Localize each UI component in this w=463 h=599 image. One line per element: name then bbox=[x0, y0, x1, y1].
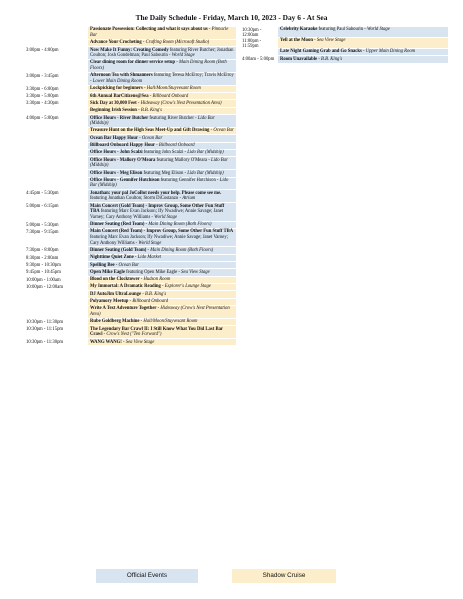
event-location: Main Dining Room (Both Floors) bbox=[90, 60, 227, 72]
event-cell bbox=[88, 306, 236, 319]
schedule-row bbox=[26, 229, 236, 247]
event-name: Treasure Hunt on the High Seas Meet-Up and Gift Drawing bbox=[90, 128, 210, 134]
event-details: - bbox=[156, 306, 161, 312]
event-location: World Stage bbox=[171, 53, 195, 59]
event-location: B.B. King's bbox=[144, 291, 167, 297]
event-location: B.B. King's bbox=[140, 108, 162, 114]
event-time: 5:00pm - 6:15pm bbox=[26, 204, 59, 210]
event-location: Atrium bbox=[182, 196, 196, 202]
schedule-row bbox=[26, 40, 236, 47]
schedule-row bbox=[26, 222, 236, 229]
schedule-row bbox=[26, 60, 236, 73]
event-cell bbox=[88, 150, 236, 157]
event-time bbox=[26, 178, 88, 191]
schedule-row bbox=[26, 143, 236, 150]
event-location: Billboard Onboard bbox=[132, 299, 169, 305]
schedule-row bbox=[26, 291, 236, 298]
event-location: Billboard Onboard bbox=[158, 143, 195, 149]
schedule-row bbox=[26, 73, 236, 86]
event-name: Billboard Onboard Happy Hour bbox=[90, 143, 155, 149]
event-time: 11:00pm - 11:59pm bbox=[242, 39, 262, 49]
event-time bbox=[26, 60, 88, 73]
event-details: featuring River Butcher; Jonathan Coulton; Josh Gondelman; Paul Sabourin - bbox=[90, 47, 234, 59]
event-cell bbox=[278, 38, 448, 49]
event-name: Write A Text Adventure Together bbox=[90, 306, 157, 312]
event-time bbox=[26, 143, 88, 150]
schedule-row bbox=[26, 47, 236, 60]
event-time: 9:45pm - 10:45pm bbox=[26, 270, 61, 276]
event-name: Nighttime Quiet Zone bbox=[90, 255, 134, 261]
event-cell bbox=[88, 178, 236, 191]
event-cell bbox=[88, 143, 236, 150]
event-details: - bbox=[312, 38, 317, 44]
event-time bbox=[26, 40, 88, 47]
event-time bbox=[26, 157, 88, 170]
schedule-row bbox=[26, 27, 236, 40]
event-time: 10:00pm - 12:00am bbox=[26, 285, 63, 291]
event-name: Late Night Gaming Grab and Go Snacks bbox=[280, 49, 362, 55]
event-details: - bbox=[144, 222, 149, 228]
schedule-row bbox=[26, 299, 236, 306]
event-name: Office Hours - Gennifer Hutchison bbox=[90, 177, 160, 183]
event-cell bbox=[88, 247, 236, 254]
event-cell bbox=[88, 229, 236, 247]
schedule-row bbox=[26, 339, 236, 346]
event-cell bbox=[88, 93, 236, 100]
event-location: Sea View Stage bbox=[125, 339, 155, 345]
event-details: - bbox=[160, 284, 165, 290]
event-cell bbox=[278, 27, 448, 38]
schedule-row bbox=[242, 38, 448, 49]
event-cell bbox=[88, 73, 236, 86]
event-location: Lido Bar (Midship) bbox=[187, 150, 224, 156]
event-name: Rube Goldberg Machine bbox=[90, 319, 140, 325]
event-time: 10:30pm - 11:15pm bbox=[26, 327, 64, 333]
event-details: featuring River Butcher - bbox=[148, 115, 198, 121]
event-name: Yell at the Moon bbox=[280, 38, 313, 44]
event-cell bbox=[88, 86, 236, 93]
schedule-row bbox=[242, 49, 448, 56]
legend-official-events: Official Events bbox=[96, 569, 198, 583]
event-details: - bbox=[139, 319, 144, 325]
schedule-row bbox=[26, 326, 236, 339]
schedule-row bbox=[26, 115, 236, 128]
event-name: Office Hours - Mallory O'Meara bbox=[90, 157, 156, 163]
event-location: Lido Bar (Midship) bbox=[90, 115, 215, 127]
event-name: Sick Day at 30,000 Feet bbox=[90, 100, 137, 106]
event-name: Dinner Seating (Gold Team) bbox=[90, 247, 147, 253]
event-details: - bbox=[141, 291, 145, 297]
event-name: Room Unavailable bbox=[280, 56, 318, 62]
event-cell bbox=[88, 291, 236, 298]
event-cell bbox=[88, 128, 236, 135]
event-cell bbox=[88, 326, 236, 339]
event-location: Hall/Moon/Stuyvesant Room bbox=[146, 86, 201, 92]
event-name: Main Concert (Gold Team) - Improv Group, Some Other Fun Stuff TBA bbox=[90, 203, 225, 215]
event-cell bbox=[88, 284, 236, 291]
event-cell bbox=[88, 203, 236, 221]
event-details: - bbox=[133, 255, 138, 261]
event-details: featuring Open Mike Eagle - bbox=[124, 269, 182, 275]
event-details: - bbox=[361, 49, 366, 55]
event-cell bbox=[88, 135, 236, 142]
event-name: Ocean Bar Happy Hour bbox=[90, 135, 138, 141]
event-cell bbox=[88, 299, 236, 306]
event-location: Ocean Bar bbox=[118, 262, 139, 268]
event-name: Passionate Possession: Collecting and what it says about us bbox=[90, 27, 208, 33]
event-details: featuring John Scalzi - bbox=[142, 150, 188, 156]
event-location: Hudson Room bbox=[143, 277, 171, 283]
legend-shadow-cruise: Shadow Cruise bbox=[232, 569, 336, 583]
event-cell bbox=[88, 277, 236, 284]
event-cell bbox=[88, 255, 236, 262]
event-name: Office Hours - Meg Elison bbox=[90, 170, 143, 176]
event-time: 3:30pm - 5:00pm bbox=[26, 94, 59, 100]
event-location: Crafting Room (Microsoft Studio) bbox=[145, 40, 210, 46]
event-cell bbox=[88, 27, 236, 40]
event-name: Main Concert (Red Team) - Improv Group, Some Other Fun Stuff TBA bbox=[90, 229, 234, 235]
event-cell bbox=[88, 269, 236, 276]
event-location: Explorer's Lounge Stage bbox=[164, 284, 211, 290]
event-details: featuring Gennifer Hutchison - bbox=[159, 177, 220, 183]
event-name: 6th Annual BarCitizens@Sea bbox=[90, 93, 149, 99]
event-details: featuring Meg Elison - bbox=[142, 170, 188, 176]
event-details: - bbox=[148, 93, 153, 99]
event-cell bbox=[278, 49, 448, 56]
schedule-row bbox=[26, 277, 236, 284]
event-details: - bbox=[128, 299, 133, 305]
event-time bbox=[26, 170, 88, 177]
event-details: - bbox=[136, 108, 141, 114]
event-location: Pinnacle Bar bbox=[90, 27, 229, 38]
event-details: - bbox=[114, 262, 119, 268]
event-cell bbox=[88, 190, 236, 203]
event-time: 7:30pm - 9:15pm bbox=[26, 230, 59, 236]
event-time: 3:30pm - 4:30pm bbox=[26, 101, 59, 107]
event-name: Lockpicking for beginners bbox=[90, 86, 143, 92]
event-cell bbox=[278, 56, 448, 63]
event-name: Spelling Bee bbox=[90, 262, 115, 268]
event-name: Dinner Seating (Red Team) bbox=[90, 222, 145, 228]
event-name: Blood on the Clocktower bbox=[90, 277, 140, 283]
event-time bbox=[26, 306, 88, 319]
event-location: Lido Bar (Midship) bbox=[90, 157, 228, 169]
event-name: Clear dining room for dinner service setup bbox=[90, 60, 176, 66]
event-time: 4:00am - 5:00pm bbox=[242, 57, 275, 63]
schedule-row bbox=[26, 247, 236, 254]
event-details: - bbox=[209, 128, 214, 134]
event-time: 8:30pm - 2:00am bbox=[26, 255, 59, 261]
event-name: Open Mike Eagle bbox=[90, 269, 125, 275]
event-name: My Immortal: A Dramatic Reading bbox=[90, 284, 161, 290]
event-cell bbox=[88, 262, 236, 269]
event-details: - bbox=[146, 247, 151, 253]
event-time: 4:45pm - 5:30pm bbox=[26, 191, 59, 197]
event-cell bbox=[88, 170, 236, 177]
event-location: World Stage bbox=[138, 240, 162, 246]
event-location: Sea View Stage bbox=[316, 38, 346, 44]
event-time bbox=[26, 135, 88, 142]
event-cell bbox=[88, 115, 236, 128]
event-location: Lido Market bbox=[137, 255, 161, 261]
event-location: Hideaway (Crow's Nest Presentation Area) bbox=[90, 306, 230, 318]
event-time: 10:30pm - 11:30pm bbox=[26, 319, 64, 325]
schedule-row bbox=[26, 262, 236, 269]
event-time bbox=[26, 291, 88, 298]
event-time: 3:00pm - 3:45pm bbox=[26, 73, 59, 79]
event-details: - bbox=[142, 86, 147, 92]
event-time bbox=[26, 27, 88, 40]
event-time: 7:30pm - 8:00pm bbox=[26, 248, 59, 254]
event-details: - bbox=[136, 100, 141, 106]
event-cell bbox=[88, 100, 236, 107]
schedule-row bbox=[26, 255, 236, 262]
schedule-row bbox=[26, 150, 236, 157]
event-details: featuring Marc Evan Jackson; Ify Nwadiwe; Annie Savage; Janet Varney; Cary Anthony Williams - bbox=[90, 234, 229, 246]
event-cell bbox=[88, 108, 236, 115]
event-name: Office Hours - River Butcher bbox=[90, 115, 149, 121]
event-details: - bbox=[121, 339, 126, 345]
event-time bbox=[26, 128, 88, 135]
event-name: Advance Your Crocheting bbox=[90, 40, 142, 46]
event-details: featuring Marc Evan Jackson; Ify Nwadiwe; Annie Savage; Janet Varney; Cary Anthony Williams - bbox=[90, 209, 224, 220]
schedule-row bbox=[26, 178, 236, 191]
event-location: Lido Bar (Midship) bbox=[187, 170, 224, 176]
event-details: - bbox=[175, 60, 179, 66]
event-time bbox=[26, 108, 88, 115]
event-location: Ocean Bar bbox=[141, 135, 163, 141]
event-cell bbox=[88, 47, 236, 60]
event-details: - bbox=[137, 135, 142, 141]
legend bbox=[0, 569, 463, 583]
event-name: The Legendary Bar Crawl II: I Still Know What You Did Last Bar Crawl bbox=[90, 326, 223, 338]
event-details: - bbox=[102, 332, 107, 338]
event-details: - bbox=[317, 56, 322, 62]
event-location: Hall/Moon/Stuyvesant Room bbox=[143, 319, 198, 325]
event-location: Upper Main Dining Room bbox=[365, 49, 416, 55]
schedule-row bbox=[26, 93, 236, 100]
schedule-row bbox=[26, 284, 236, 291]
event-time: 3:30pm - 6:00pm bbox=[26, 86, 59, 92]
event-time: 5:00pm - 5:30pm bbox=[26, 222, 59, 228]
schedule-row bbox=[26, 100, 236, 107]
schedule-row bbox=[26, 135, 236, 142]
schedule-row bbox=[242, 56, 448, 63]
schedule-row bbox=[26, 108, 236, 115]
page-title: The Daily Schedule - Friday, March 10, 2023 - Day 6 - At Sea bbox=[135, 13, 328, 22]
event-location: World Stage bbox=[366, 27, 390, 33]
event-details: featuring Mallory O'Meara - bbox=[155, 157, 211, 163]
schedule-row bbox=[242, 27, 448, 38]
event-time: 10:30pm - 11:30pm bbox=[26, 340, 64, 346]
event-time bbox=[242, 49, 278, 56]
event-cell bbox=[88, 222, 236, 229]
schedule-column-left bbox=[26, 27, 236, 346]
event-name: WANG WANG! bbox=[90, 339, 122, 345]
schedule-row bbox=[26, 319, 236, 326]
event-time bbox=[26, 299, 88, 306]
event-location: Lido Bar (Midship) bbox=[90, 177, 229, 189]
event-name: Office Hours - John Scalzi bbox=[90, 150, 143, 156]
schedule-row bbox=[26, 190, 236, 203]
event-cell bbox=[88, 60, 236, 73]
event-cell bbox=[88, 319, 236, 326]
event-time: 4:00pm - 5:00pm bbox=[26, 116, 59, 122]
event-name: DJ AutoJim UltraLounge bbox=[90, 291, 142, 297]
schedule-row bbox=[26, 306, 236, 319]
event-time: 10:30pm - 12:00am bbox=[242, 28, 262, 38]
event-time: 3:00pm - 4:00pm bbox=[26, 48, 59, 54]
event-cell bbox=[88, 339, 236, 346]
event-time: 9:30pm - 10:30pm bbox=[26, 263, 61, 269]
event-location: World Stage bbox=[154, 214, 178, 220]
event-details: - bbox=[207, 27, 212, 33]
event-location: Hideaway (Crow's Nest Presentation Area) bbox=[140, 100, 222, 106]
event-location: Sea View Stage bbox=[181, 269, 210, 275]
event-name: Celebrity Karaoke bbox=[280, 27, 318, 33]
event-details: featuring Jonathan Coulton; Storm DiCostanzo - bbox=[90, 196, 183, 202]
event-details: - bbox=[155, 143, 159, 149]
event-location: Crow's Nest ("Ten Forward") bbox=[106, 332, 162, 338]
event-name: Jonathan: your pal JoCoBot needs your help. Please come see me. bbox=[90, 190, 222, 196]
schedule-row bbox=[26, 128, 236, 135]
event-location: Main Dining Room (Both Floors) bbox=[148, 222, 212, 228]
event-name: Beginning Irish Session bbox=[90, 108, 137, 114]
event-location: Lower Main Dining Room bbox=[92, 78, 143, 84]
event-details: featuring Teresa McElroy; Travis McElroy - bbox=[90, 73, 234, 84]
event-details: featuring Paul Sabourin - bbox=[317, 27, 367, 33]
event-location: Ocean Bar bbox=[213, 128, 234, 134]
event-name: Afternoon Tea with Shmanners bbox=[90, 73, 153, 79]
event-name: Now Make It Funny: Creating Comedy bbox=[90, 47, 169, 53]
schedule-row bbox=[26, 269, 236, 276]
event-time bbox=[26, 150, 88, 157]
event-name: Polyamory Meetup bbox=[90, 299, 129, 305]
event-time: 10:00pm - 1:00am bbox=[26, 277, 61, 283]
event-location: B.B. King's bbox=[321, 56, 343, 62]
event-location: Main Dining Room (Both Floors) bbox=[150, 247, 214, 253]
event-location: Billboard Onboard bbox=[152, 93, 189, 99]
schedule-row bbox=[26, 203, 236, 221]
event-cell bbox=[88, 157, 236, 170]
event-cell bbox=[88, 40, 236, 47]
schedule-row bbox=[26, 157, 236, 170]
schedule-column-right bbox=[242, 27, 448, 64]
event-details: - bbox=[139, 277, 144, 283]
event-details: - bbox=[141, 40, 146, 46]
schedule-row bbox=[26, 86, 236, 93]
schedule-row bbox=[26, 170, 236, 177]
